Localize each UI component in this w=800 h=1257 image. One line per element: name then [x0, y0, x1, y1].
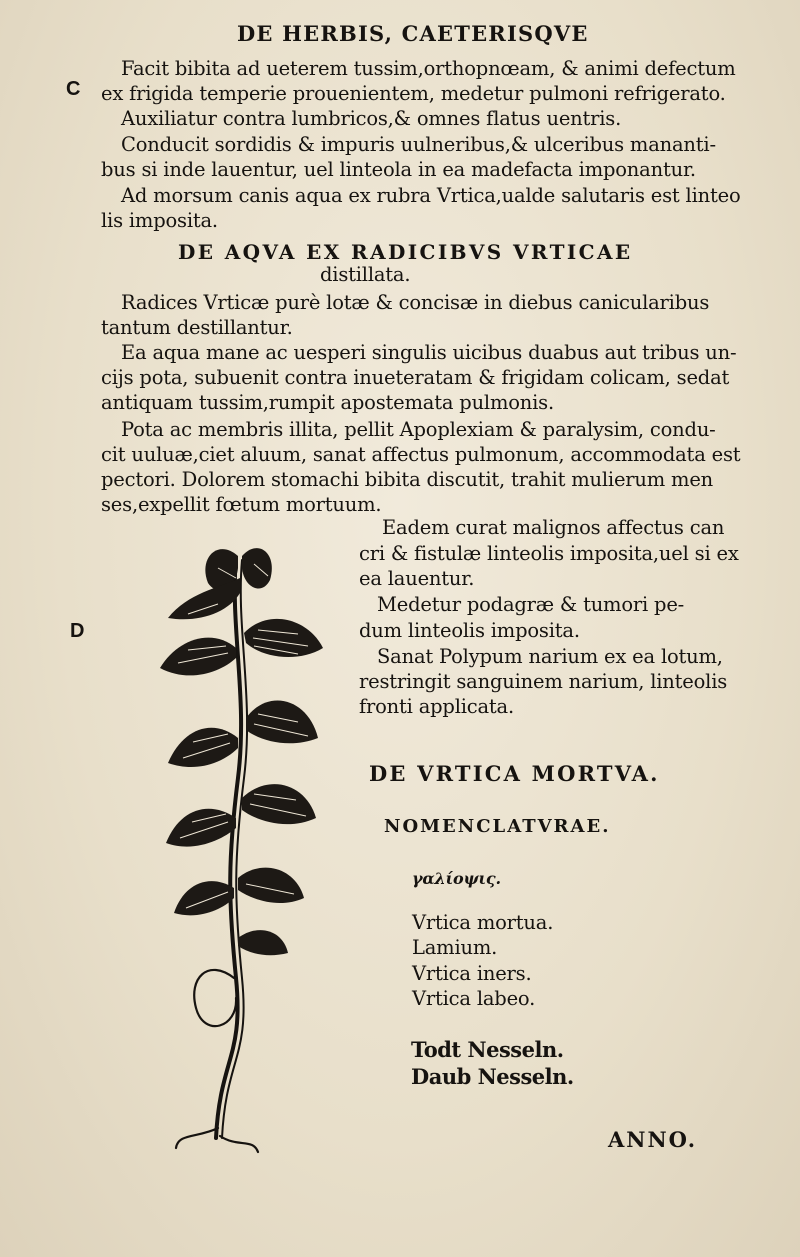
text-line: antiquam tussim,rumpit apostemata pulmonis. — [101, 391, 554, 414]
text-line: ea lauentur. — [359, 567, 475, 590]
section-title-cont: distillata. — [320, 263, 411, 286]
latin-name: Vrtica labeo. — [412, 987, 536, 1010]
margin-letter-d: D — [70, 620, 85, 642]
german-name: Daub Nesseln. — [411, 1064, 574, 1089]
text-line: cijs pota, subuenit contra inueteratam & frigidam colicam, sedat — [101, 366, 730, 389]
text-line: ex frigida temperie prouenientem, medetur pulmoni refrigerato. — [101, 82, 726, 105]
text-line: restringit sanguinem narium, linteolis — [359, 670, 728, 693]
text-line: Conducit sordidis & impuris uulneribus,& ulceribus mananti- — [121, 133, 716, 156]
running-title: DE HERBIS, CAETERISQVE — [237, 21, 589, 46]
text-line: Pota ac membris illita, pellit Apoplexiam & paralysim, condu- — [121, 418, 716, 441]
margin-letter-c: C — [66, 78, 81, 100]
text-line: bus si inde lauentur, uel linteola in ea madefacta imponantur. — [101, 158, 696, 181]
text-line: ses,expellit fœtum mortuum. — [101, 493, 382, 516]
latin-name: Vrtica mortua. — [412, 911, 554, 934]
dead-nettle-woodcut-icon — [158, 538, 328, 1158]
text-line: Radices Vrticæ purè lotæ & concisæ in diebus canicularibus — [121, 291, 710, 314]
text-line: cri & fistulæ linteolis imposita,uel si ex — [359, 542, 739, 565]
latin-name: Lamium. — [412, 936, 498, 959]
text-line: Sanat Polypum narium ex ea lotum, — [377, 645, 723, 668]
section-title: DE AQVA EX RADICIBVS VRTICAE — [178, 240, 633, 264]
catchword: ANNO. — [608, 1127, 698, 1152]
text-line: lis imposita. — [101, 209, 218, 232]
text-line: Medetur podagræ & tumori pe- — [377, 593, 685, 616]
text-line: Ad morsum canis aqua ex rubra Vrtica,ualde salutaris est linteo — [121, 184, 741, 207]
text-line: Auxiliatur contra lumbricos,& omnes flatus uentris. — [121, 107, 622, 130]
text-line: pectori. Dolorem stomachi bibita discutit, trahit mulierum men — [101, 468, 714, 491]
section-title: DE VRTICA MORTVA. — [369, 761, 660, 786]
latin-name: Vrtica iners. — [412, 962, 532, 985]
section-subtitle: NOMENCLATVRAE. — [384, 816, 611, 837]
text-line: Eadem curat malignos affectus can — [382, 516, 725, 539]
text-line: Facit bibita ad ueterem tussim,orthopnœam, & animi defectum — [121, 57, 736, 80]
text-line: tantum destillantur. — [101, 316, 293, 339]
text-line: fronti applicata. — [359, 695, 514, 718]
text-line: cit uuluæ,ciet aluum, sanat affectus pulmonum, accommodata est — [101, 443, 741, 466]
text-line: dum linteolis imposita. — [359, 619, 580, 642]
german-name: Todt Nesseln. — [411, 1037, 564, 1062]
greek-name: γαλίοψις. — [412, 869, 501, 888]
text-line: Ea aqua mane ac uesperi singulis uicibus duabus aut tribus un- — [121, 341, 737, 364]
